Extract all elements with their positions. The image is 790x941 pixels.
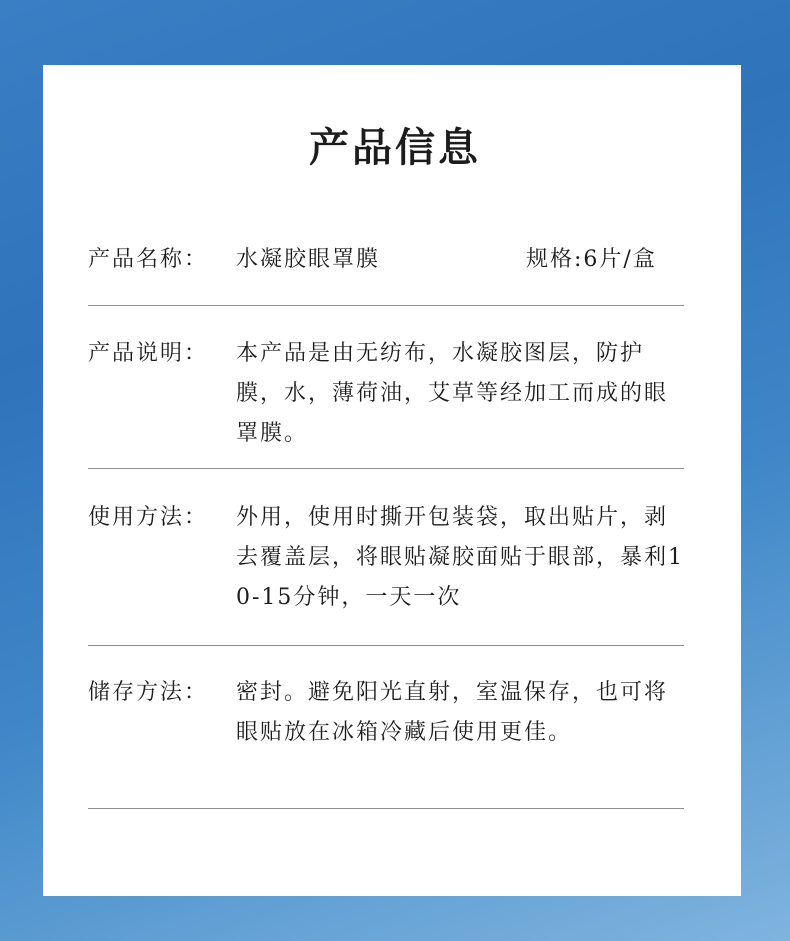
product-description-value: 本产品是由无纺布，水凝胶图层，防护膜，水，薄荷油，艾草等经加工而成的眼罩膜。 xyxy=(236,341,669,446)
usage-label: 使用方法： xyxy=(88,505,209,530)
product-info-card xyxy=(43,65,741,896)
divider xyxy=(88,645,684,646)
storage-label: 储存方法： xyxy=(88,680,209,705)
product-name-value: 水凝胶眼罩膜 xyxy=(236,247,381,272)
storage-value: 密封。避免阳光直射，室温保存，也可将眼贴放在冰箱冷藏后使用更佳。 xyxy=(236,680,669,745)
product-description-label: 产品说明： xyxy=(88,341,209,366)
page-title: 产品信息 xyxy=(309,124,481,171)
product-spec: 规格:6片/盒 xyxy=(526,247,657,272)
divider xyxy=(88,468,684,469)
divider xyxy=(88,305,684,306)
usage-value: 外用，使用时撕开包装袋，取出贴片，剥去覆盖层，将眼贴凝胶面贴于眼部，暴利10-15分钟，一天一次 xyxy=(236,505,684,610)
divider xyxy=(88,808,684,809)
product-name-label: 产品名称： xyxy=(88,247,209,272)
